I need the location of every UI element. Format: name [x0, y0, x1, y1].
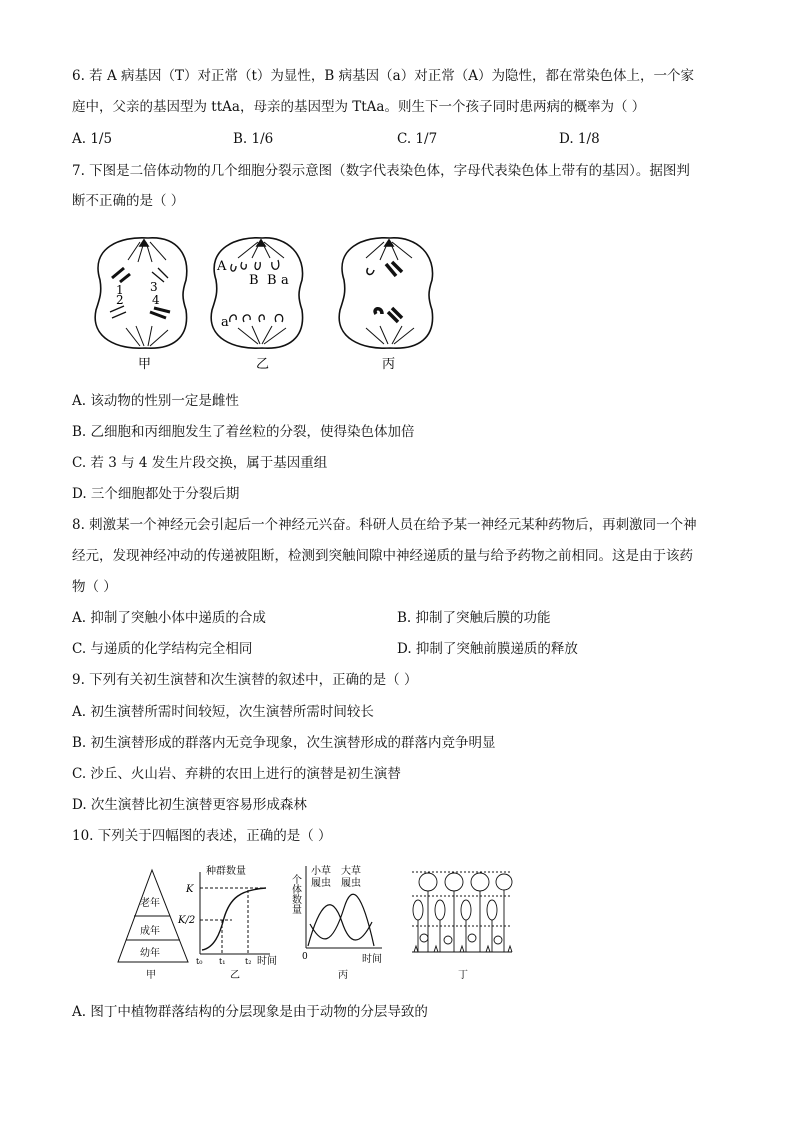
- q6-stem-line2: 庭中，父亲的基因型为 ttAa，母亲的基因型为 TtAa。则生下一个孩子同时患两病的概率为（ ）: [72, 99, 646, 115]
- q9-option-b: B. 初生演替形成的群落内无竞争现象，次生演替形成的群落内竞争明显: [72, 735, 496, 751]
- q10-figures: [110, 862, 530, 986]
- s-curve-xtick-t0: t₀: [196, 957, 203, 966]
- s-curve-ytick-k: K: [186, 884, 194, 895]
- q7-option-d: D. 三个细胞都处于分裂后期: [72, 486, 240, 502]
- chromosome-number-2: 2: [116, 293, 124, 307]
- s-curve-ytitle: 种群数量: [206, 866, 246, 877]
- q8-stem-line3: 物（ ）: [72, 579, 117, 595]
- q9-option-a: A. 初生演替所需时间较短，次生演替所需时间较长: [72, 704, 374, 720]
- competition-series-small-line1: 小草: [311, 866, 331, 877]
- fig-label-ding: 丁: [458, 970, 468, 981]
- layered-forest: [412, 872, 512, 952]
- q6-stem-line1: 6. 若 A 病基因（T）对正常（t）为显性，B 病基因（a）对正常（A）为隐性，都在常染色体上，一个家: [72, 68, 694, 84]
- cell-jia: [95, 238, 187, 348]
- gene-letter-b2: B: [267, 273, 277, 288]
- chromosome-number-1: 1: [116, 283, 124, 297]
- competition-ytitle: 个体数量: [289, 874, 301, 914]
- fig-label-yi: 乙: [230, 970, 240, 981]
- cell-division-figure: [80, 228, 450, 376]
- q7-option-b: B. 乙细胞和丙细胞发生了着丝粒的分裂，使得染色体加倍: [72, 424, 415, 440]
- q8-stem-line1: 8. 刺激某一个神经元会引起后一个神经元兴奋。科研人员在给予某一神经元某种药物后，再刺激同一个神: [72, 517, 697, 533]
- cell-yi: [211, 238, 302, 348]
- q8-option-d: D. 抑制了突触前膜递质的释放: [397, 641, 578, 657]
- competition-origin: 0: [302, 952, 308, 962]
- q8-stem-line2: 经元，发现神经冲动的传递被阻断，检测到突触间隙中神经递质的量与给予药物之前相同。这是由于该药: [72, 548, 693, 564]
- competition-series-large-line1: 大草: [341, 866, 361, 877]
- q7-stem-line2: 断不正确的是（ ）: [72, 193, 185, 209]
- q6-option-c: C. 1/7: [397, 131, 438, 147]
- gene-letter-a-upper: A: [217, 259, 227, 274]
- cell-bing: [339, 238, 432, 348]
- gene-letter-a-lower-top: a: [281, 273, 289, 288]
- q6-option-d: D. 1/8: [559, 131, 600, 147]
- s-curve-xtick-t2: t₂: [245, 957, 252, 966]
- q6-option-a: A. 1/5: [72, 131, 113, 147]
- chromosome-number-4: 4: [152, 293, 160, 307]
- chromosome-number-3: 3: [150, 280, 158, 294]
- competition-series-large-line2: 履虫: [341, 878, 361, 889]
- q9-option-d: D. 次生演替比初生演替更容易形成森林: [72, 797, 307, 813]
- s-curve-xlabel: 时间: [257, 956, 277, 967]
- pyramid-layer-old: 老年: [140, 898, 160, 909]
- q6-option-b: B. 1/6: [233, 131, 274, 147]
- q10-option-a: A. 图丁中植物群落结构的分层现象是由于动物的分层导致的: [72, 1004, 428, 1020]
- s-curve-xtick-t1: t₁: [219, 957, 226, 966]
- gene-letter-b1: B: [249, 273, 259, 288]
- competition-xlabel: 时间: [362, 954, 382, 965]
- q9-option-c: C. 沙丘、火山岩、弃耕的农田上进行的演替是初生演替: [72, 766, 401, 782]
- competition-series-small-line2: 履虫: [311, 878, 331, 889]
- q7-option-a: A. 该动物的性别一定是雌性: [72, 393, 239, 409]
- q8-option-c: C. 与递质的化学结构完全相同: [72, 641, 253, 657]
- q10-stem-line1: 10. 下列关于四幅图的表述，正确的是（ ）: [72, 828, 332, 844]
- q8-option-b: B. 抑制了突触后膜的功能: [397, 610, 551, 626]
- cell-label-yi: 乙: [256, 357, 270, 372]
- q7-stem-line1: 7. 下图是二倍体动物的几个细胞分裂示意图（数字代表染色体，字母代表染色体上带有的基因）。据图判: [72, 163, 690, 179]
- s-curve-ytick-half-k: K/2: [178, 915, 196, 926]
- fig-label-jia: 甲: [146, 970, 156, 981]
- pyramid-layer-adult: 成年: [140, 926, 160, 937]
- q7-option-c: C. 若 3 与 4 发生片段交换，属于基因重组: [72, 455, 328, 471]
- cell-label-bing: 丙: [382, 357, 396, 372]
- gene-letter-a-lower-bottom: a: [221, 315, 229, 330]
- cell-label-jia: 甲: [138, 357, 152, 372]
- q8-option-a: A. 抑制了突触小体中递质的合成: [72, 610, 266, 626]
- q9-stem-line1: 9. 下列有关初生演替和次生演替的叙述中，正确的是（ ）: [72, 672, 418, 688]
- s-curve-chart: [200, 872, 270, 954]
- fig-label-bing: 丙: [338, 970, 348, 981]
- pyramid-layer-young: 幼年: [140, 948, 160, 959]
